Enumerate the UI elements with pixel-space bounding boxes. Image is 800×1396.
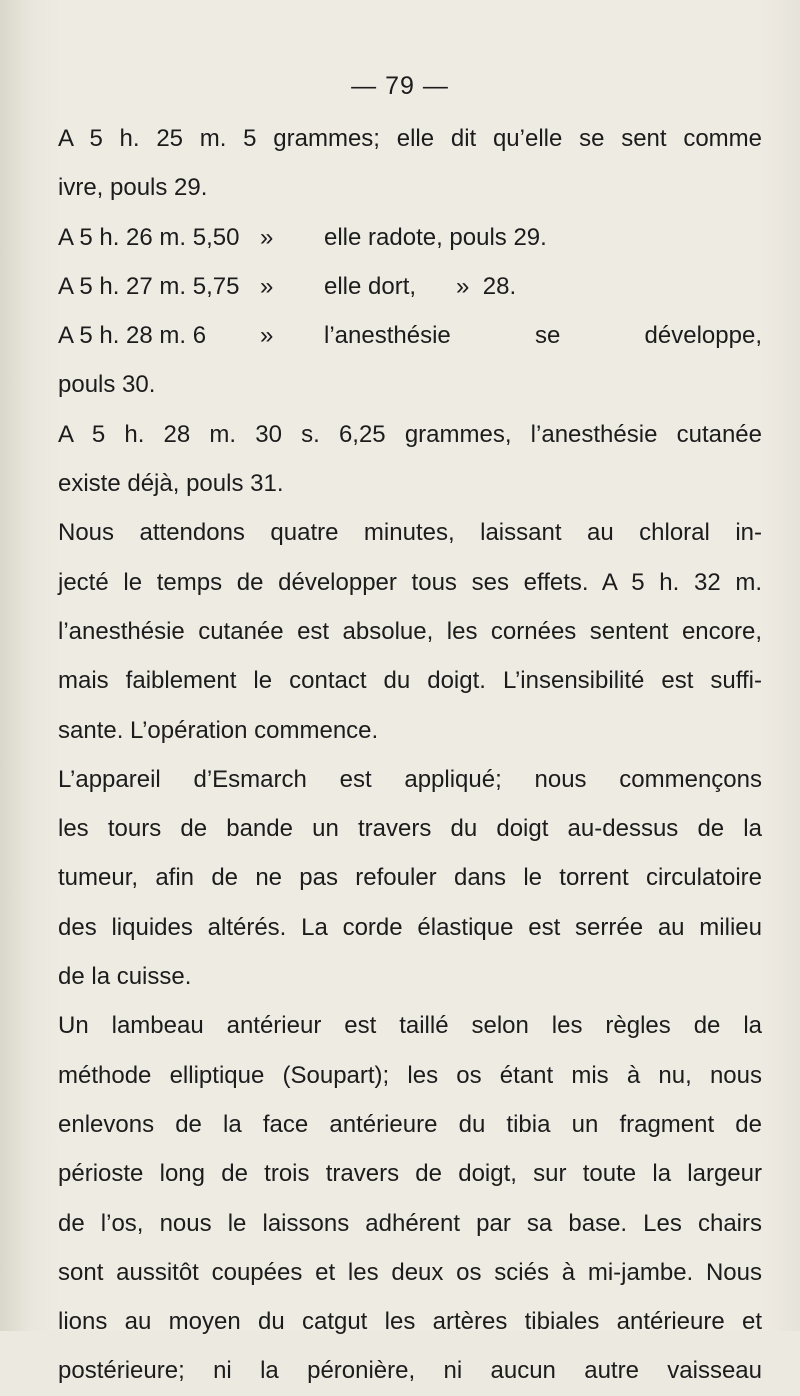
text-line-content: sont aussitôt coupées et les deux os sciés à mi-jambe. Nous bbox=[58, 1258, 762, 1286]
ditto-mark: » bbox=[260, 272, 274, 300]
text-line bbox=[58, 1297, 762, 1346]
text-line bbox=[58, 1346, 762, 1395]
log-row-1 bbox=[58, 213, 762, 262]
text-line-content: L’appareil d’Esmarch est appliqué; nous commençons bbox=[58, 765, 762, 793]
text-line-content: les tours de bande un travers du doigt au-dessus de la bbox=[58, 815, 762, 843]
log-time: A 5 h. 26 m. 5,50 bbox=[58, 223, 240, 251]
text-line-content: tumeur, afin de ne pas refouler dans le torrent circulatoire bbox=[58, 864, 762, 892]
text-line-content: lions au moyen du catgut les artères tibiales antérieure et bbox=[58, 1308, 762, 1336]
log-note: elle radote, pouls 29. bbox=[324, 223, 547, 251]
text-line-content: méthode elliptique (Soupart); les os étant mis à nu, nous bbox=[58, 1061, 762, 1089]
text-line bbox=[58, 755, 762, 804]
text-line-content: jecté le temps de développer tous ses effets. A 5 h. 32 m. bbox=[58, 568, 762, 596]
text-line bbox=[58, 952, 762, 1001]
text-line-content: de l’os, nous le laissons adhérent par sa base. Les chairs bbox=[58, 1209, 762, 1237]
text-line-content: l’anesthésie cutanée est absolue, les cornées sentent encore, bbox=[58, 617, 762, 645]
text-line bbox=[58, 1199, 762, 1248]
text-line-content: pouls 30. bbox=[58, 371, 156, 399]
log-row-3 bbox=[58, 311, 762, 360]
log-note: elle dort, » 28. bbox=[324, 272, 517, 300]
body-text bbox=[58, 114, 762, 1396]
text-line bbox=[58, 410, 762, 459]
text-line bbox=[58, 360, 762, 409]
log-note-text: l’anesthésie se développe, bbox=[324, 322, 762, 350]
log-row-2 bbox=[58, 262, 762, 311]
text-line-1-content: A 5 h. 25 m. 5 grammes; elle dit qu’elle se sent comme bbox=[58, 125, 762, 152]
ditto-mark: » bbox=[260, 322, 274, 350]
text-line-1 bbox=[58, 114, 762, 163]
text-line-2-content: ivre, pouls 29. bbox=[58, 174, 208, 202]
page-number: — 79 — bbox=[351, 72, 449, 100]
text-line-2 bbox=[58, 163, 762, 212]
log-time: A 5 h. 27 m. 5,75 bbox=[58, 272, 240, 300]
text-line-content: de la cuisse. bbox=[58, 963, 192, 991]
text-line bbox=[58, 804, 762, 853]
text-line bbox=[58, 1001, 762, 1050]
text-line bbox=[58, 656, 762, 705]
text-line-content: Un lambeau antérieur est taillé selon les règles de la bbox=[58, 1012, 762, 1040]
text-line bbox=[58, 903, 762, 952]
text-line bbox=[58, 706, 762, 755]
text-line bbox=[58, 1248, 762, 1297]
ditto-mark: » bbox=[260, 223, 274, 251]
text-line bbox=[58, 558, 762, 607]
text-line-content: sante. L’opération commence. bbox=[58, 716, 379, 744]
text-line-content: Nous attendons quatre minutes, laissant au chloral in- bbox=[58, 519, 762, 547]
text-line bbox=[58, 508, 762, 557]
text-line bbox=[58, 1100, 762, 1149]
text-line bbox=[58, 1051, 762, 1100]
log-time: A 5 h. 28 m. 6 bbox=[58, 322, 207, 350]
text-line-content: enlevons de la face antérieure du tibia un fragment de bbox=[58, 1110, 762, 1138]
text-line-content: postérieure; ni la péronière, ni aucun autre vaisseau bbox=[58, 1357, 762, 1385]
log-note bbox=[324, 311, 762, 360]
text-line bbox=[58, 607, 762, 656]
text-line-content: A 5 h. 28 m. 30 s. 6,25 grammes, l’anesthésie cutanée bbox=[58, 420, 762, 448]
text-line bbox=[58, 1149, 762, 1198]
text-line-content: périoste long de trois travers de doigt, sur toute la largeur bbox=[58, 1160, 762, 1188]
text-line-content: des liquides altérés. La corde élastique est serrée au milieu bbox=[58, 913, 762, 941]
paragraphs bbox=[58, 360, 762, 1395]
text-line-content: existe déjà, pouls 31. bbox=[58, 470, 284, 498]
text-line-content: mais faiblement le contact du doigt. L’insensibilité est suffi- bbox=[58, 667, 762, 695]
text-line bbox=[58, 459, 762, 508]
text-line bbox=[58, 853, 762, 902]
